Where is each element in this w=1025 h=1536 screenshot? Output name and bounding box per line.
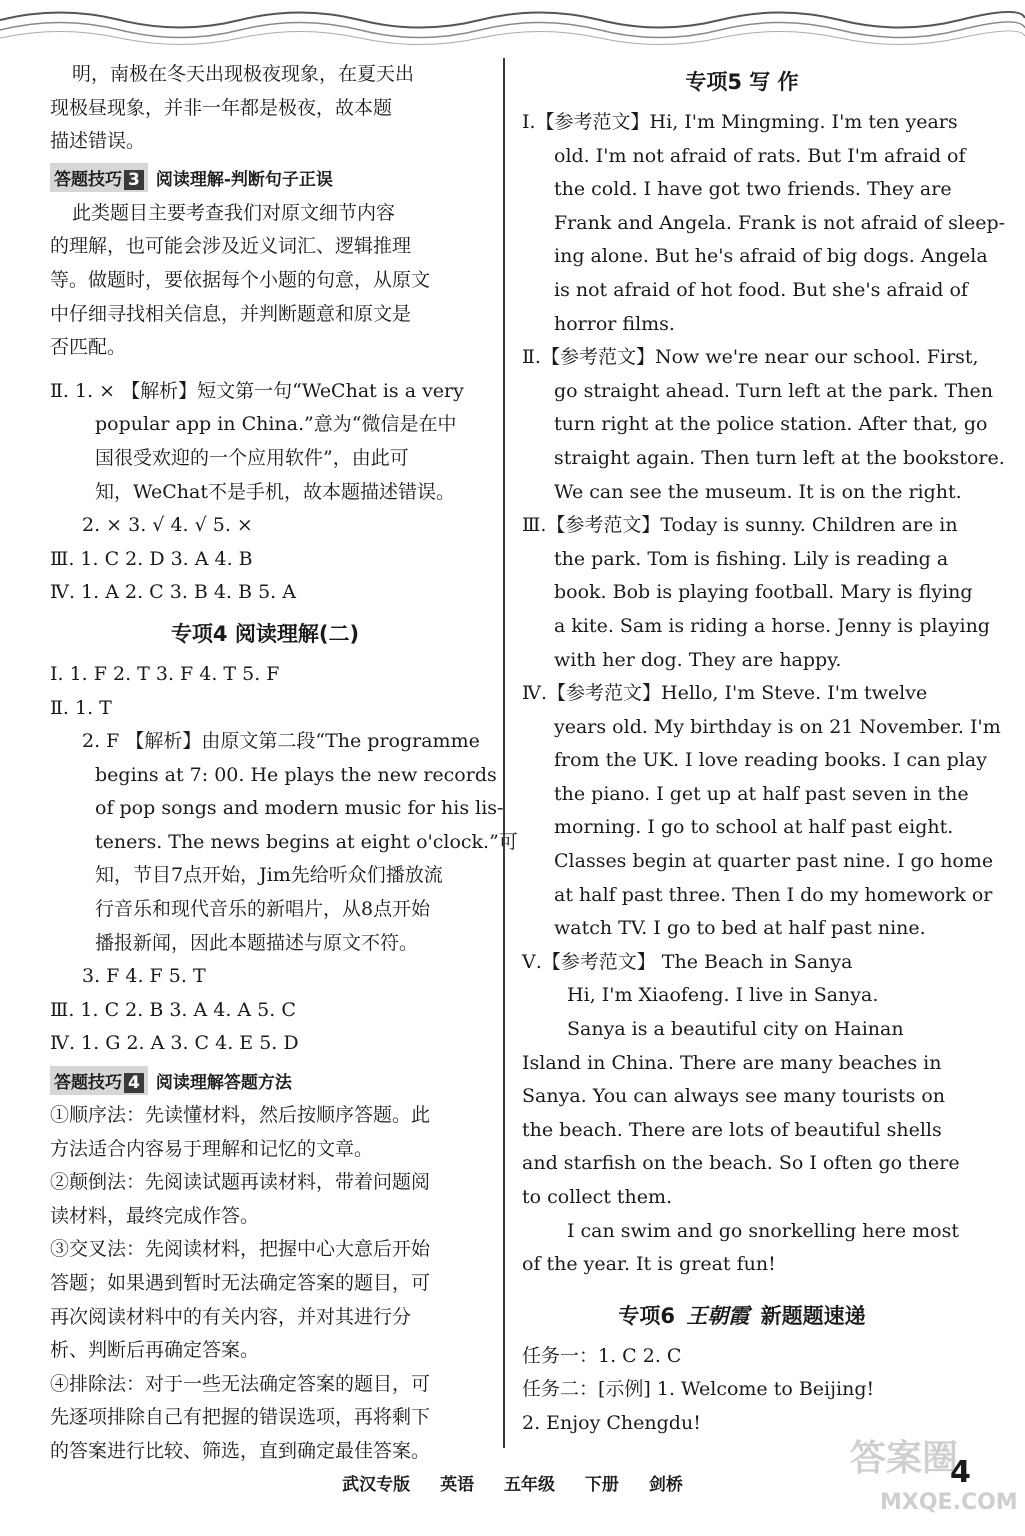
- essay-line: Classes begin at quarter past nine. I go home: [554, 850, 994, 873]
- tip-line: 的理解，也可能会涉及近义词汇、逻辑推理: [50, 235, 412, 258]
- intro-line: 明，南极在冬天出现极夜现象，在夏天出: [72, 63, 415, 85]
- tip-label: 答题技巧 4: [50, 1066, 148, 1095]
- answer-line: 2. F 【解析】由原文第二段“The programme: [82, 730, 480, 753]
- essay-line: Ⅱ.【参考范文】Now we're near our school. First,: [522, 346, 979, 369]
- essay-line: We can see the museum. It is on the right.: [554, 480, 962, 503]
- essay-line: Hi, I'm Xiaofeng. I live in Sanya.: [567, 984, 879, 1007]
- intro-line: 描述错误。: [50, 130, 146, 153]
- essay-line: the cold. I have got two friends. They are: [554, 178, 952, 201]
- essay-line: Ⅳ.【参考范文】Hello, I'm Steve. I'm twelve: [522, 682, 928, 705]
- answer-line: 国很受欢迎的一个应用软件”，由此可: [95, 446, 409, 469]
- tip-title: 阅读理解-判断句子正误: [155, 170, 333, 191]
- essay-line: straight again. Then turn left at the bookstore.: [554, 446, 1005, 469]
- essay-line: Frank and Angela. Frank is not afraid of sleep-: [554, 211, 1006, 234]
- essay-line: Sanya is a beautiful city on Hainan: [567, 1018, 904, 1041]
- tip-title: 阅读理解答题方法: [155, 1072, 292, 1093]
- essay-line: the beach. There are lots of beautiful shells: [522, 1118, 942, 1141]
- answer-line: 任务二：[示例] 1. Welcome to Beijing!: [522, 1378, 875, 1401]
- header-wave-decoration: [0, 0, 1025, 50]
- tip3-heading: [50, 161, 480, 195]
- tip-number: 3: [124, 170, 144, 190]
- essay-line: the piano. I get up at half past seven in the: [554, 782, 969, 805]
- tip-label: 答题技巧 3: [50, 163, 148, 192]
- tip-line: ④排除法：对于一些无法确定答案的题目，可: [50, 1372, 431, 1395]
- answer-line: Ⅳ. 1. A 2. C 3. B 4. B 5. A: [50, 581, 296, 604]
- essay-line: ing alone. But he's afraid of big dogs. Angela: [554, 245, 988, 268]
- watermark-url: MXQE.COM: [880, 1490, 1018, 1515]
- right-column: [522, 58, 1006, 1441]
- answer-line: popular app in China.”意为“微信是在中: [95, 413, 457, 436]
- tip-line: 否匹配。: [50, 336, 127, 359]
- answer-line: Ⅳ. 1. G 2. A 3. C 4. E 5. D: [50, 1032, 299, 1055]
- tip-number: 4: [124, 1073, 144, 1093]
- tip-line: 析、判断后再确定答案。: [50, 1339, 260, 1362]
- answer-line: begins at 7: 00. He plays the new records: [95, 763, 497, 786]
- topic5-heading: 专项5 写 作: [685, 70, 799, 94]
- essay-line: turn right at the police station. After that, go: [554, 413, 988, 436]
- tip-line: 答题；如果遇到暂时无法确定答案的题目，可: [50, 1272, 431, 1294]
- essay-line: a kite. Sam is riding a horse. Jenny is playing: [554, 614, 990, 637]
- topic6-heading: 专项6 王朝霞 新题题速递: [618, 1302, 866, 1328]
- essay-line: years old. My birthday is on 21 November. I'm: [554, 715, 1001, 738]
- brand-logo: 王朝霞: [686, 1302, 750, 1328]
- essay-line: old. I'm not afraid of rats. But I'm afraid of: [554, 144, 966, 167]
- footer-item: 五年级: [504, 1475, 555, 1495]
- answer-line: 播报新闻，因此本题描述与原文不符。: [95, 931, 419, 954]
- tip-line: ②颠倒法：先阅读试题再读材料，带着问题阅: [50, 1171, 431, 1194]
- tip-line: 此类题目主要考查我们对原文细节内容: [72, 201, 396, 224]
- tip-line: 方法适合内容易于理解和记忆的文章。: [50, 1137, 374, 1160]
- essay-line: Ⅲ.【参考范文】Today is sunny. Children are in: [522, 514, 958, 537]
- essay-line: is not afraid of hot food. But she's afraid of: [554, 278, 968, 301]
- essay-line: I can swim and go snorkelling here most: [567, 1219, 959, 1242]
- topic4-heading: 专项4 阅读理解(二): [170, 621, 360, 646]
- answer-line: teners. The news begins at eight o'clock.”可: [95, 830, 518, 853]
- answer-line: 任务一：1. C 2. C: [522, 1344, 682, 1367]
- tip-line: 先逐项排除自己有把握的错误选项，再将剩下: [50, 1406, 431, 1429]
- essay-line: book. Bob is playing football. Mary is flying: [554, 581, 973, 604]
- page-footer: [0, 1470, 1025, 1495]
- answer-line: 知，WeChat不是手机，故本题描述错误。: [95, 480, 455, 503]
- essay-line: to collect them.: [522, 1186, 673, 1208]
- essay-line: of the year. It is great fun!: [522, 1253, 776, 1276]
- column-divider: [503, 58, 505, 1448]
- essay-line: Island in China. There are many beaches in: [522, 1051, 942, 1074]
- essay-line: go straight ahead. Turn left at the park. Then: [554, 379, 993, 402]
- essay-line: horror films.: [554, 312, 675, 335]
- watermark-logo: 答案圈: [850, 1438, 959, 1479]
- intro-line: 现极昼现象，并非一年都是极夜，故本题: [50, 96, 393, 119]
- essay-line: the park. Tom is fishing. Lily is reading a: [554, 547, 949, 570]
- footer-item: 剑桥: [648, 1475, 683, 1495]
- answer-line: 2. Enjoy Chengdu!: [522, 1411, 701, 1434]
- tip-line: 读材料，最终完成作答。: [50, 1204, 260, 1227]
- tip-line: 等。做题时，要依据每个小题的句意，从原文: [50, 268, 431, 291]
- essay-line: morning. I go to school at half past eight.: [554, 816, 954, 839]
- footer-item: 英语: [440, 1475, 475, 1495]
- footer-item: 下册: [584, 1475, 619, 1495]
- essay-line: at half past three. Then I do my homework or: [554, 883, 993, 906]
- tip-line: 中仔细寻找相关信息，并判断题意和原文是: [50, 302, 412, 325]
- tip-line: 的答案进行比较、筛选，直到确定最佳答案。: [50, 1439, 431, 1462]
- answer-line: Ⅰ. 1. F 2. T 3. F 4. T 5. F: [50, 662, 280, 685]
- footer-item: 武汉专版: [342, 1475, 411, 1495]
- essay-title-line: Ⅴ.【参考范文】 The Beach in Sanya: [522, 950, 853, 973]
- answer-line: of pop songs and modern music for his lis-: [95, 797, 504, 820]
- essay-line: with her dog. They are happy.: [554, 648, 842, 671]
- answer-line: Ⅱ. 1. T: [50, 696, 112, 719]
- answer-line: 行音乐和现代音乐的新唱片，从8点开始: [95, 898, 431, 921]
- answer-line: 2. × 3. √ 4. √ 5. ×: [82, 514, 253, 537]
- answer-line: Ⅱ. 1. × 【解析】短文第一句“WeChat is a very: [50, 379, 464, 402]
- answer-line: Ⅲ. 1. C 2. B 3. A 4. A 5. C: [50, 998, 296, 1021]
- tip-line: ①顺序法：先读懂材料，然后按顺序答题。此: [50, 1104, 431, 1127]
- answer-line: 3. F 4. F 5. T: [82, 965, 206, 988]
- tip-line: 再次阅读材料中的有关内容，并对其进行分: [50, 1305, 412, 1328]
- tip4-heading: [50, 1063, 480, 1097]
- essay-line: watch TV. I go to bed at half past nine.: [554, 917, 926, 940]
- essay-line: Ⅰ.【参考范文】Hi, I'm Mingming. I'm ten years: [522, 111, 958, 133]
- page-number: 4: [950, 1455, 971, 1490]
- tip-line: ③交叉法：先阅读材料，把握中心大意后开始: [50, 1238, 431, 1261]
- essay-line: from the UK. I love reading books. I can play: [554, 749, 987, 772]
- left-column: [50, 58, 518, 1469]
- answer-line: 知，节目7点开始，Jim先给听众们播放流: [95, 864, 443, 887]
- essay-line: Sanya. You can always see many tourists on: [522, 1085, 946, 1108]
- answer-line: Ⅲ. 1. C 2. D 3. A 4. B: [50, 547, 253, 570]
- essay-line: and starfish on the beach. So I often go there: [522, 1152, 960, 1175]
